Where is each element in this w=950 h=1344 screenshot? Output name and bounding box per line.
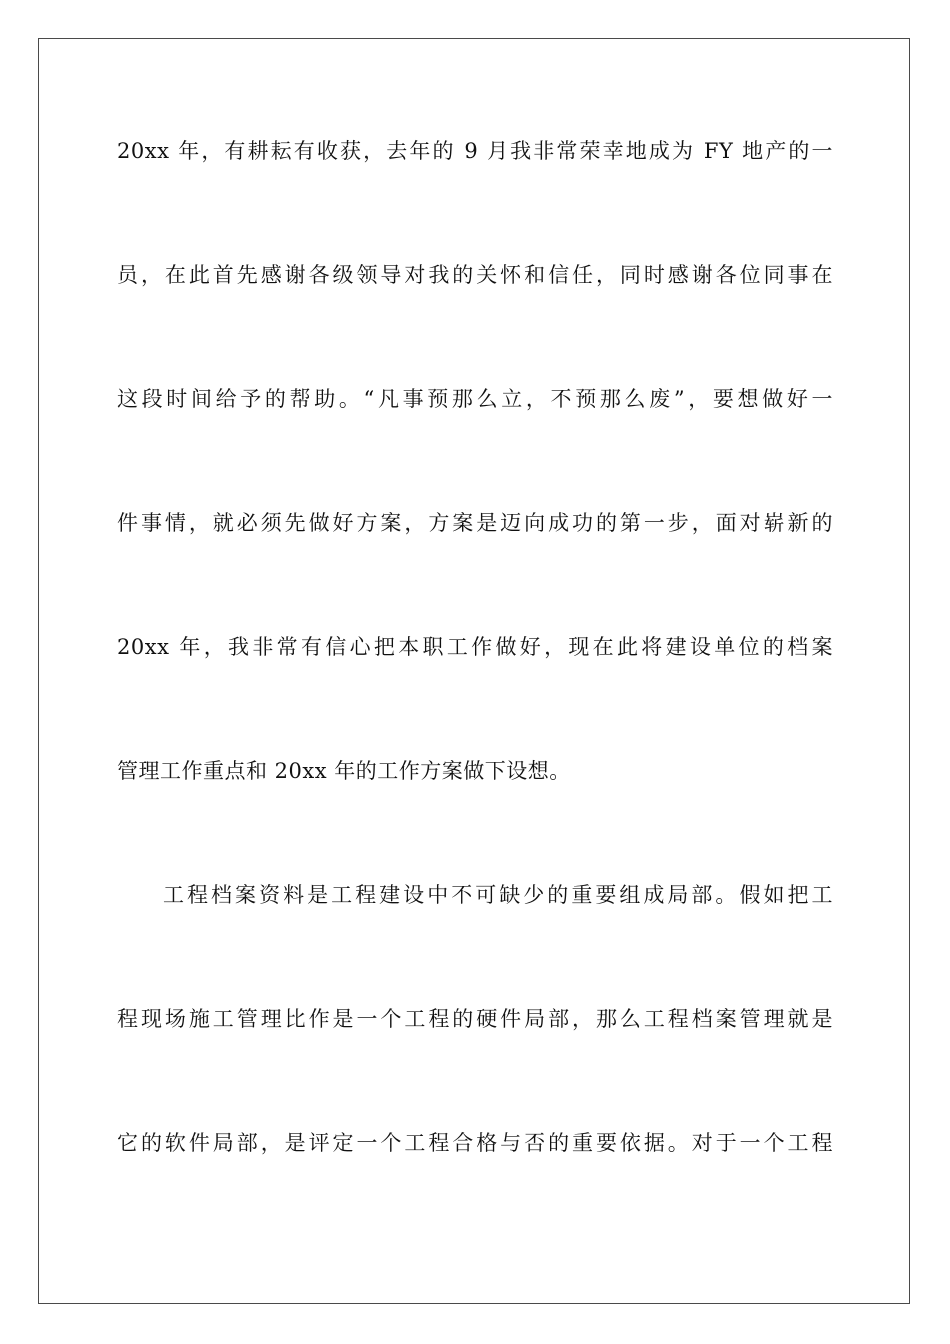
- paragraph-2-line-1: 工程档案资料是工程建设中不可缺少的重要组成局部。假如把工: [163, 883, 833, 907]
- page-border: [38, 38, 910, 1304]
- paragraph-1-line-3: 这段时间给予的帮助。“凡事预那么立，不预那么废”，要想做好一: [117, 387, 833, 411]
- paragraph-2-line-3: 它的软件局部，是评定一个工程合格与否的重要依据。对于一个工程: [117, 1131, 833, 1155]
- paragraph-2-line-2: 程现场施工管理比作是一个工程的硬件局部，那么工程档案管理就是: [117, 1007, 833, 1031]
- paragraph-1-line-6: 管理工作重点和 20xx 年的工作方案做下设想。: [117, 759, 571, 783]
- paragraph-1-line-2: 员，在此首先感谢各级领导对我的关怀和信任，同时感谢各位同事在: [117, 263, 833, 287]
- paragraph-1-line-4: 件事情，就必须先做好方案，方案是迈向成功的第一步，面对崭新的: [117, 511, 833, 535]
- paragraph-1-line-1: 20xx 年，有耕耘有收获，去年的 9 月我非常荣幸地成为 FY 地产的一: [117, 139, 833, 163]
- paragraph-1-line-5: 20xx 年，我非常有信心把本职工作做好，现在此将建设单位的档案: [117, 635, 833, 659]
